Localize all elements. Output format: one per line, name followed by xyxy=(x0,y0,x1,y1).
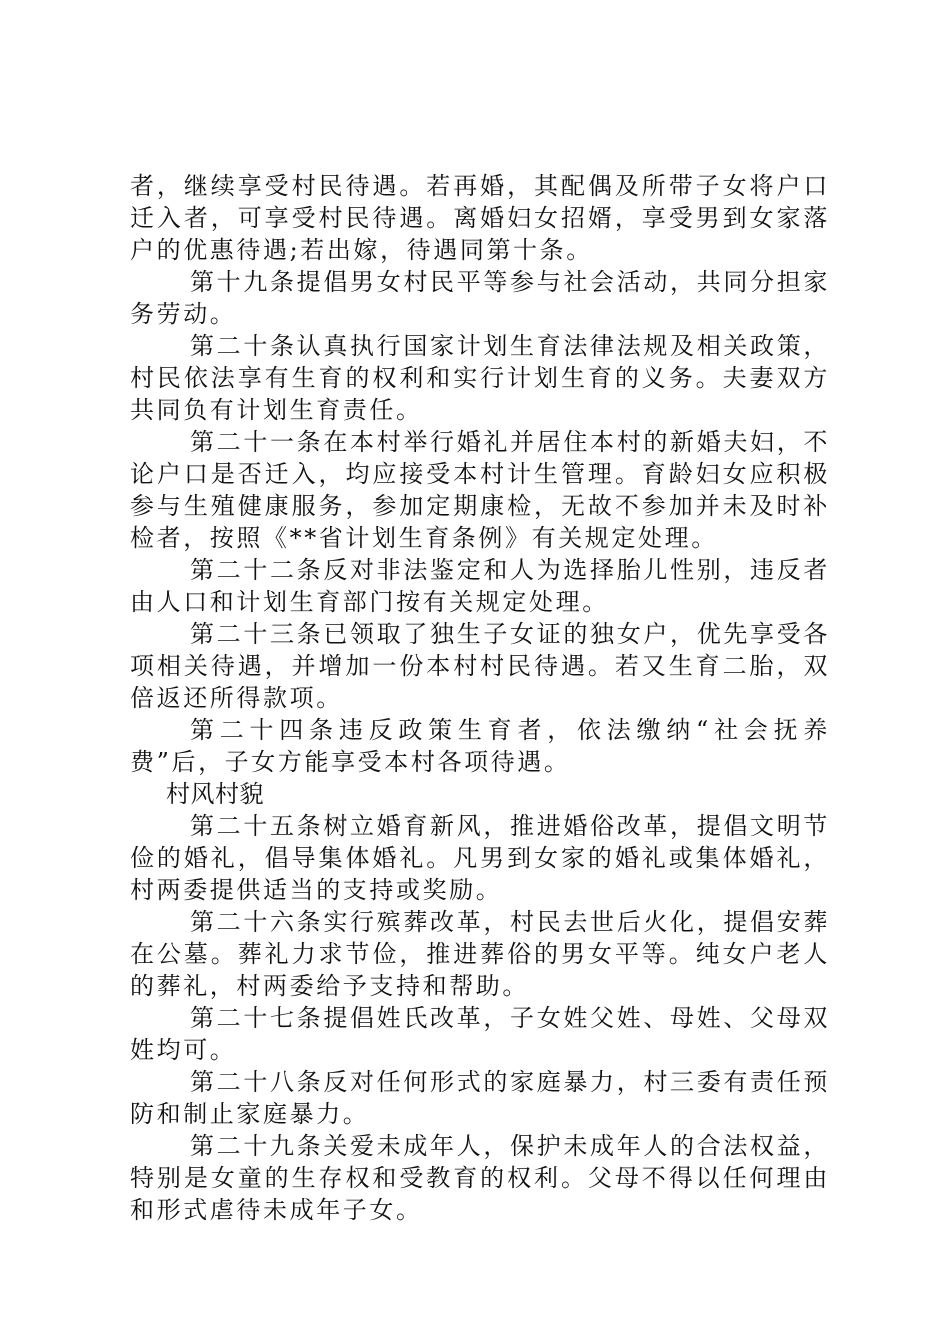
paragraph-article-28: 第二十八条反对任何形式的家庭暴力，村三委有责任预防和制止家庭暴力。 xyxy=(130,1068,830,1128)
paragraph-article-21: 第二十一条在本村举行婚礼并居住本村的新婚夫妇，不论户口是否迁入，均应接受本村计生管理。育龄妇女应积极参与生殖健康服务，参加定期康检，无故不参加并未及时补检者，按照《**省计划生育条例》有关规定处理。 xyxy=(130,428,830,552)
paragraph-article-23: 第二十三条已领取了独生子女证的独女户，优先享受各项相关待遇，并增加一份本村村民待遇。若又生育二胎，双倍返还所得款项。 xyxy=(130,620,830,712)
document-body xyxy=(130,170,830,1226)
paragraph-article-19: 第十九条提倡男女村民平等参与社会活动，共同分担家务劳动。 xyxy=(130,268,830,328)
paragraph-article-24: 第二十四条违反政策生育者，依法缴纳“社会抚养费”后，子女方能享受本村各项待遇。 xyxy=(130,716,830,776)
paragraph-article-20: 第二十条认真执行国家计划生育法律法规及相关政策，村民依法享有生育的权利和实行计划生育的义务。夫妻双方共同负有计划生育责任。 xyxy=(130,332,830,424)
paragraph-article-26: 第二十六条实行殡葬改革，村民去世后火化，提倡安葬在公墓。葬礼力求节俭，推进葬俗的男女平等。纯女户老人的葬礼，村两委给予支持和帮助。 xyxy=(130,908,830,1000)
paragraph-article-27: 第二十七条提倡姓氏改革，子女姓父姓、母姓、父母双姓均可。 xyxy=(130,1004,830,1064)
paragraph-continuation: 者，继续享受村民待遇。若再婚，其配偶及所带子女将户口迁入者，可享受村民待遇。离婚妇女招婿，享受男到女家落户的优惠待遇;若出嫁，待遇同第十条。 xyxy=(130,172,830,264)
paragraph-article-25: 第二十五条树立婚育新风，推进婚俗改革，提倡文明节俭的婚礼，倡导集体婚礼。凡男到女家的婚礼或集体婚礼，村两委提供适当的支持或奖励。 xyxy=(130,812,830,904)
section-heading: 村风村貌 xyxy=(166,780,264,808)
paragraph-article-29: 第二十九条关爱未成年人，保护未成年人的合法权益，特别是女童的生存权和受教育的权利。父母不得以任何理由和形式虐待未成年子女。 xyxy=(130,1132,830,1224)
paragraph-article-22: 第二十二条反对非法鉴定和人为选择胎儿性别，违反者由人口和计划生育部门按有关规定处理。 xyxy=(130,556,830,616)
